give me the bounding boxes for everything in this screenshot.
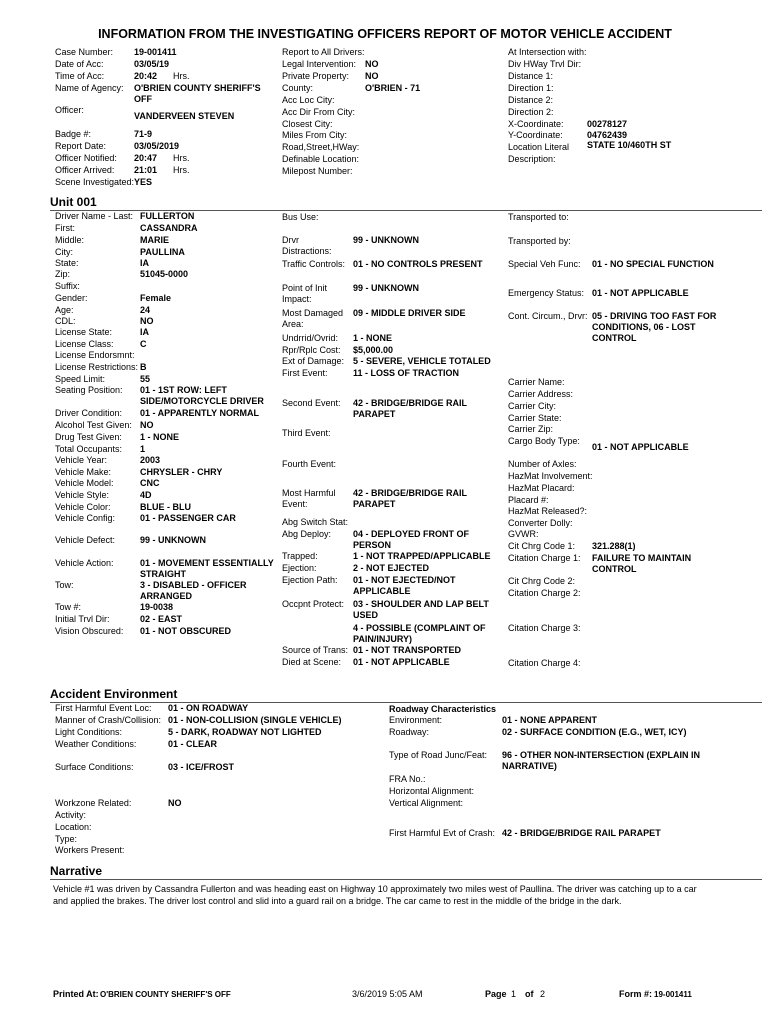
scene-investigated-label: Scene Investigated: xyxy=(55,177,135,187)
carrier-state-label: Carrier State: xyxy=(508,413,562,423)
source-of-trans-value: 01 - NOT TRANSPORTED xyxy=(353,645,462,655)
ext-of-damage-value: 5 - SEVERE, VEHICLE TOTALED xyxy=(353,356,491,366)
transported-to-label: Transported to: xyxy=(508,212,569,222)
undrrid-ovrid-label: Undrrid/Ovrid: xyxy=(282,333,339,343)
seating-position-label: Seating Position: xyxy=(55,385,123,395)
abg-deploy-label: Abg Deploy: xyxy=(282,529,332,539)
badge-label: Badge #: xyxy=(55,129,92,139)
roadway-label: Roadway: xyxy=(389,727,430,737)
abg-deploy-value: 04 - DEPLOYED FRONT OF PERSON xyxy=(353,529,470,550)
ejection-value: 2 - NOT EJECTED xyxy=(353,563,430,573)
abg-switch-stat-label: Abg Switch Stat: xyxy=(282,517,349,527)
tow-value: 3 - DISABLED - OFFICER ARRANGED xyxy=(140,580,247,601)
speed-limit-value: 55 xyxy=(140,374,151,384)
vehicle-style-label: Vehicle Style: xyxy=(55,490,110,500)
vehicle-color-label: Vehicle Color: xyxy=(55,502,111,512)
officer-notified-label: Officer Notified: xyxy=(55,153,117,163)
miles-from-city-label: Miles From City: xyxy=(282,130,347,140)
officer-arrived-value: 21:01 xyxy=(134,165,158,175)
name-of-agency-label: Name of Agency: xyxy=(55,83,124,93)
private-property-value: NO xyxy=(365,71,379,81)
citation-charge-1-value: FAILURE TO MAINTAIN CONTROL xyxy=(592,553,692,574)
source-of-trans-label: Source of Trans: xyxy=(282,645,349,655)
direction-2-label: Direction 2: xyxy=(508,107,554,117)
div-hway-trvl-dir-label: Div HWay Trvl Dir: xyxy=(508,59,582,69)
distance-2-label: Distance 2: xyxy=(508,95,554,105)
rpr-rplc-cost-value: $5,000.00 xyxy=(353,345,394,355)
narrative-divider xyxy=(50,879,762,880)
ejection-path-label: Ejection Path: xyxy=(282,575,338,585)
traffic-controls-label: Traffic Controls: xyxy=(282,259,346,269)
footer-printed-value: O'BRIEN COUNTY SHERIFF'S OFF xyxy=(100,990,231,999)
horizontal-alignment-label: Horizontal Alignment: xyxy=(389,786,475,796)
scene-investigated-value: YES xyxy=(134,177,153,187)
total-occupants-value: 1 xyxy=(140,444,146,454)
age-value: 24 xyxy=(140,305,151,315)
cit-chrg-code-2-label: Cit Chrg Code 2: xyxy=(508,576,576,586)
fra-no-label: FRA No.: xyxy=(389,774,426,784)
traffic-controls-value: 01 - NO CONTROLS PRESENT xyxy=(353,259,483,269)
vehicle-make-value: CHRYSLER - CHRY xyxy=(140,467,223,477)
vehicle-model-value: CNC xyxy=(140,478,160,488)
environment-value: 01 - NONE APPARENT xyxy=(502,715,598,725)
license-restrictions-value: B xyxy=(140,362,147,372)
surface-conditions-value: 03 - ICE/FROST xyxy=(168,762,235,772)
legal-intervention-value: NO xyxy=(365,59,379,69)
y-coordinate-label: Y-Coordinate: xyxy=(508,130,563,140)
direction-1-label: Direction 1: xyxy=(508,83,554,93)
at-intersection-with-label: At Intersection with: xyxy=(508,47,587,57)
manner-of-crash-collision-value: 01 - NON-COLLISION (SINGLE VEHICLE) xyxy=(168,715,342,725)
occpnt-protect-label: Occpnt Protect: xyxy=(282,599,345,609)
drug-test-given-value: 1 - NONE xyxy=(140,432,180,442)
report-date-label: Report Date: xyxy=(55,141,107,151)
gvwr-label: GVWR: xyxy=(508,529,539,539)
license-restrictions-label: License Restrictions: xyxy=(55,362,139,372)
died-at-scene-label: Died at Scene: xyxy=(282,657,342,667)
citation-charge-4-label: Citation Charge 4: xyxy=(508,658,581,668)
officer-label: Officer: xyxy=(55,105,84,115)
carrier-city-label: Carrier City: xyxy=(508,401,557,411)
footer-form-value: 19-001411 xyxy=(654,990,692,999)
zip-value: 51045-0000 xyxy=(140,269,189,279)
driver-condition-value: 01 - APPARENTLY NORMAL xyxy=(140,408,260,418)
activity-label: Activity: xyxy=(55,810,87,820)
location-literal-label: Location Literal xyxy=(508,142,570,152)
citation-charge-1-label: Citation Charge 1: xyxy=(508,553,581,563)
drvr-distractions-value: 99 - UNKNOWN xyxy=(353,235,420,245)
acc-loc-city-label: Acc Loc City: xyxy=(282,95,335,105)
alcohol-test-given-label: Alcohol Test Given: xyxy=(55,420,132,430)
ejection-label: Ejection: xyxy=(282,563,317,573)
location-label: Location: xyxy=(55,822,92,832)
second-event-value: 42 - BRIDGE/BRIDGE RAIL PARAPET xyxy=(353,398,467,419)
time-of-acc-suffix: Hrs. xyxy=(173,71,190,81)
first-value: CASSANDRA xyxy=(140,223,198,233)
cargo-body-type-value: 01 - NOT APPLICABLE xyxy=(592,442,689,452)
county-label: County: xyxy=(282,83,314,93)
footer-page-total: 2 xyxy=(540,989,546,999)
officer-arrived-label: Officer Arrived: xyxy=(55,165,115,175)
report-title: INFORMATION FROM THE INVESTIGATING OFFICERS REPORT OF MOTOR VEHICLE ACCIDENT xyxy=(98,27,672,41)
carrier-zip-label: Carrier Zip: xyxy=(508,424,554,434)
vehicle-defect-value: 99 - UNKNOWN xyxy=(140,535,207,545)
field-value: 4 - POSSIBLE (COMPLAINT OF PAIN/INJURY) xyxy=(353,623,486,644)
cargo-body-type-label: Cargo Body Type: xyxy=(508,436,580,446)
license-state-label: License State: xyxy=(55,327,113,337)
vehicle-config-label: Vehicle Config: xyxy=(55,513,116,523)
case-number-value: 19-001411 xyxy=(134,47,177,57)
footer-page-label: Page xyxy=(485,989,507,999)
emergency-status-value: 01 - NOT APPLICABLE xyxy=(592,288,689,298)
definable-location-label: Definable Location: xyxy=(282,154,360,164)
cit-chrg-code-1-value: 321.288(1) xyxy=(592,541,636,551)
environment-label: Environment: xyxy=(389,715,443,725)
workzone-related-label: Workzone Related: xyxy=(55,798,132,808)
unit-heading: Unit 001 xyxy=(50,195,97,209)
type-of-road-junc-feat-label: Type of Road Junc/Feat: xyxy=(389,750,488,760)
driver-name-last-value: FULLERTON xyxy=(140,211,195,221)
seating-position-value: 01 - 1ST ROW: LEFT SIDE/MOTORCYCLE DRIVER xyxy=(140,385,264,406)
special-veh-func-label: Special Veh Func: xyxy=(508,259,581,269)
name-of-agency-value: O'BRIEN COUNTY SHERIFF'S OFF xyxy=(134,83,261,104)
county-value: O'BRIEN - 71 xyxy=(365,83,421,93)
private-property-label: Private Property: xyxy=(282,71,350,81)
gender-value: Female xyxy=(140,293,172,303)
badge-value: 71-9 xyxy=(134,129,153,139)
drvr-distractions-label: Drvr Distractions: xyxy=(282,235,332,256)
vertical-alignment-label: Vertical Alignment: xyxy=(389,798,464,808)
middle-value: MARIE xyxy=(140,235,169,245)
acc-dir-from-city-label: Acc Dir From City: xyxy=(282,107,355,117)
type-of-road-junc-feat-value: 96 - OTHER NON-INTERSECTION (EXPLAIN IN NARRATIVE) xyxy=(502,750,701,771)
location-literal-value: STATE 10/460TH ST xyxy=(587,140,672,150)
vehicle-style-value: 4D xyxy=(140,490,152,500)
report-date-value: 03/05/2019 xyxy=(134,141,180,151)
weather-conditions-value: 01 - CLEAR xyxy=(168,739,218,749)
officer-notified-value: 20:47 xyxy=(134,153,158,163)
date-of-acc-label: Date of Acc: xyxy=(55,59,104,69)
converter-dolly-label: Converter Dolly: xyxy=(508,518,573,528)
driver-name-last-label: Driver Name - Last: xyxy=(55,211,134,221)
trapped-label: Trapped: xyxy=(282,551,318,561)
middle-label: Middle: xyxy=(55,235,85,245)
closest-city-label: Closest City: xyxy=(282,119,333,129)
driver-condition-label: Driver Condition: xyxy=(55,408,123,418)
time-of-acc-value: 20:42 xyxy=(134,71,158,81)
first-harmful-evt-of-crash-label: First Harmful Evt of Crash: xyxy=(389,828,496,838)
most-damaged-area-value: 09 - MIDDLE DRIVER SIDE xyxy=(353,308,466,318)
undrrid-ovrid-value: 1 - NONE xyxy=(353,333,393,343)
first-harmful-event-loc-value: 01 - ON ROADWAY xyxy=(168,703,249,713)
roadway-characteristics-heading: Roadway Characteristics xyxy=(389,704,497,714)
emergency-status-label: Emergency Status: xyxy=(508,288,585,298)
tow-label: Tow: xyxy=(55,580,74,590)
fourth-event-label: Fourth Event: xyxy=(282,459,337,469)
most-harmful-event-value: 42 - BRIDGE/BRIDGE RAIL PARAPET xyxy=(353,488,467,509)
license-class-label: License Class: xyxy=(55,339,114,349)
trapped-value: 1 - NOT TRAPPED/APPLICABLE xyxy=(353,551,491,561)
vehicle-year-value: 2003 xyxy=(140,455,161,465)
vision-obscured-value: 01 - NOT OBSCURED xyxy=(140,626,232,636)
second-event-label: Second Event: xyxy=(282,398,341,408)
type-label: Type: xyxy=(55,834,78,844)
license-class-value: C xyxy=(140,339,147,349)
footer-datetime: 3/6/2019 5:05 AM xyxy=(352,989,423,999)
first-harmful-evt-of-crash-value: 42 - BRIDGE/BRIDGE RAIL PARAPET xyxy=(502,828,661,838)
most-damaged-area-label: Most Damaged Area: xyxy=(282,308,344,329)
vehicle-config-value: 01 - PASSENGER CAR xyxy=(140,513,236,523)
footer-page-number: 1 xyxy=(511,989,517,999)
vision-obscured-label: Vision Obscured: xyxy=(55,626,124,636)
carrier-name-label: Carrier Name: xyxy=(508,377,565,387)
license-state-value: IA xyxy=(140,327,149,337)
tow-value: 19-0038 xyxy=(140,602,174,612)
cont-circum-drvr-value: 05 - DRIVING TOO FAST FOR CONDITIONS, 06 - LOST CONTROL xyxy=(592,311,717,343)
hazmat-involvement-label: HazMat Involvement: xyxy=(508,471,593,481)
state-value: IA xyxy=(140,258,149,268)
legal-intervention-label: Legal Intervention: xyxy=(282,59,357,69)
distance-1-label: Distance 1: xyxy=(508,71,554,81)
point-of-init-impact-value: 99 - UNKNOWN xyxy=(353,283,420,293)
ejection-path-value: 01 - NOT EJECTED/NOT APPLICABLE xyxy=(353,575,456,596)
case-number-label: Case Number: xyxy=(55,47,114,57)
description-label: Description: xyxy=(508,154,556,164)
cont-circum-drvr-label: Cont. Circum., Drvr: xyxy=(508,311,588,321)
workzone-related-value: NO xyxy=(168,798,182,808)
vehicle-action-value: 01 - MOVEMENT ESSENTIALLY STRAIGHT xyxy=(140,558,274,579)
x-coordinate-value: 00278127 xyxy=(587,119,628,129)
hazmat-placard-label: HazMat Placard: xyxy=(508,483,575,493)
first-event-value: 11 - LOSS OF TRACTION xyxy=(353,368,460,378)
hazmat-released-label: HazMat Released?: xyxy=(508,506,588,516)
environment-divider xyxy=(50,702,762,703)
workers-present-label: Workers Present: xyxy=(55,845,125,855)
occpnt-protect-value: 03 - SHOULDER AND LAP BELT USED xyxy=(353,599,489,620)
special-veh-func-value: 01 - NO SPECIAL FUNCTION xyxy=(592,259,714,269)
milepost-number-label: Milepost Number: xyxy=(282,166,353,176)
point-of-init-impact-label: Point of Init Impact: xyxy=(282,283,328,304)
initial-trvl-dir-value: 02 - EAST xyxy=(140,614,183,624)
vehicle-color-value: BLUE - BLU xyxy=(140,502,191,512)
narrative-heading: Narrative xyxy=(50,864,103,878)
number-of-axles-label: Number of Axles: xyxy=(508,459,577,469)
zip-label: Zip: xyxy=(55,269,71,279)
cdl-value: NO xyxy=(140,316,154,326)
rpr-rplc-cost-label: Rpr/Rplc Cost: xyxy=(282,345,341,355)
surface-conditions-label: Surface Conditions: xyxy=(55,762,134,772)
license-endorsmnt-label: License Endorsmnt: xyxy=(55,350,135,360)
state-label: State: xyxy=(55,258,79,268)
officer-notified-suffix: Hrs. xyxy=(173,153,190,163)
narrative-text: Vehicle #1 was driven by Cassandra Fullerton and was heading east on Highway 10 approximately two miles west of Paullina. The driver was catching up to a car and applied the brakes. The driver lost control and slid into a guard rail on a bridge. The car came to rest in the middle of the bridge in the dark. xyxy=(53,884,697,906)
speed-limit-label: Speed Limit: xyxy=(55,374,106,384)
suffix-label: Suffix: xyxy=(55,281,80,291)
vehicle-model-label: Vehicle Model: xyxy=(55,478,114,488)
ext-of-damage-label: Ext of Damage: xyxy=(282,356,345,366)
roadway-value: 02 - SURFACE CONDITION (E.G., WET, ICY) xyxy=(502,727,687,737)
officer-value: VANDERVEEN STEVEN xyxy=(134,111,235,121)
cit-chrg-code-1-label: Cit Chrg Code 1: xyxy=(508,541,576,551)
alcohol-test-given-value: NO xyxy=(140,420,154,430)
total-occupants-label: Total Occupants: xyxy=(55,444,123,454)
city-label: City: xyxy=(55,247,73,257)
placard-label: Placard #: xyxy=(508,495,549,505)
vehicle-make-label: Vehicle Make: xyxy=(55,467,112,477)
bus-use-label: Bus Use: xyxy=(282,212,319,222)
cdl-label: CDL: xyxy=(55,316,76,326)
report-to-all-drivers-label: Report to All Drivers: xyxy=(282,47,365,57)
vehicle-defect-label: Vehicle Defect: xyxy=(55,535,116,545)
road-street-hway-label: Road,Street,HWay: xyxy=(282,142,360,152)
time-of-acc-label: Time of Acc: xyxy=(55,71,105,81)
date-of-acc-value: 03/05/19 xyxy=(134,59,170,69)
footer-form-label: Form #: xyxy=(619,989,653,999)
first-harmful-event-loc-label: First Harmful Event Loc: xyxy=(55,703,152,713)
weather-conditions-label: Weather Conditions: xyxy=(55,739,137,749)
vehicle-action-label: Vehicle Action: xyxy=(55,558,114,568)
environment-heading: Accident Environment xyxy=(50,687,178,701)
died-at-scene-value: 01 - NOT APPLICABLE xyxy=(353,657,450,667)
y-coordinate-value: 04762439 xyxy=(587,130,628,140)
manner-of-crash-collision-label: Manner of Crash/Collision: xyxy=(55,715,162,725)
footer-printed-label: Printed At: xyxy=(53,989,99,999)
officer-arrived-suffix: Hrs. xyxy=(173,165,190,175)
tow-label: Tow #: xyxy=(55,602,82,612)
most-harmful-event-label: Most Harmful Event: xyxy=(282,488,336,509)
light-conditions-value: 5 - DARK, ROADWAY NOT LIGHTED xyxy=(168,727,322,737)
first-label: First: xyxy=(55,223,75,233)
citation-charge-3-label: Citation Charge 3: xyxy=(508,623,581,633)
unit-divider xyxy=(50,210,762,211)
light-conditions-label: Light Conditions: xyxy=(55,727,123,737)
initial-trvl-dir-label: Initial Trvl Dir: xyxy=(55,614,110,624)
drug-test-given-label: Drug Test Given: xyxy=(55,432,122,442)
citation-charge-2-label: Citation Charge 2: xyxy=(508,588,581,598)
carrier-address-label: Carrier Address: xyxy=(508,389,574,399)
transported-by-label: Transported by: xyxy=(508,236,571,246)
vehicle-year-label: Vehicle Year: xyxy=(55,455,108,465)
first-event-label: First Event: xyxy=(282,368,328,378)
gender-label: Gender: xyxy=(55,293,88,303)
x-coordinate-label: X-Coordinate: xyxy=(508,119,564,129)
city-value: PAULLINA xyxy=(140,247,185,257)
third-event-label: Third Event: xyxy=(282,428,331,438)
footer-of-label: of xyxy=(525,989,534,999)
age-label: Age: xyxy=(55,305,74,315)
